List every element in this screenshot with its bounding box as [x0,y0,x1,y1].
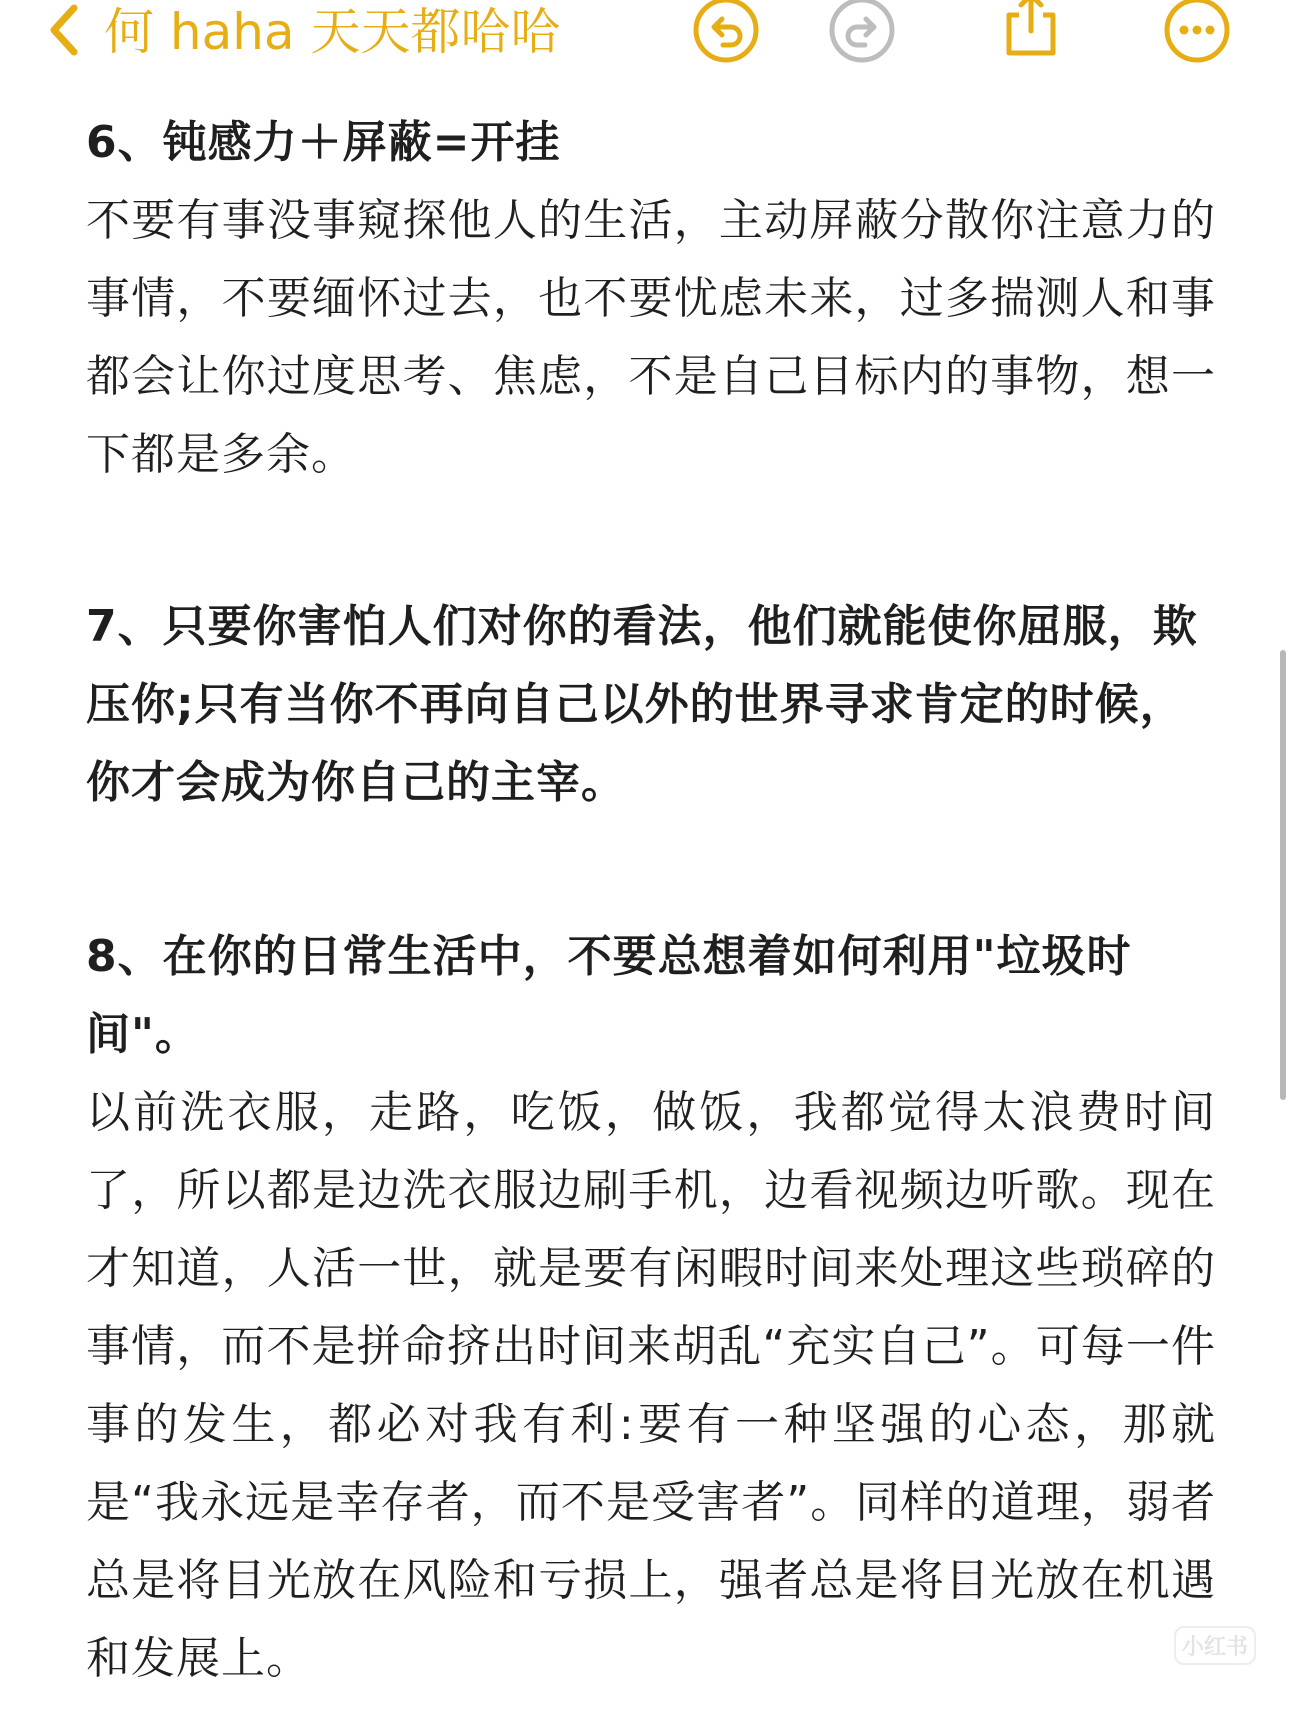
redo-icon [829,0,895,67]
chevron-left-icon [46,2,80,62]
section-6 [86,104,1216,494]
share-button[interactable] [995,0,1067,58]
section-heading: 7、只要你害怕人们对你的看法，他们就能使你屈服，欺压你;只有当你不再向自己以外的世界寻求肯定的时候，你才会成为你自己的主宰。 [86,601,1198,808]
paragraph-spacer [86,494,1216,588]
section-7 [86,588,1216,822]
redo-button[interactable] [826,0,898,64]
top-navigation-bar [0,0,1290,70]
paragraph-spacer [86,822,1216,918]
undo-icon [693,0,759,67]
more-icon [1164,0,1230,67]
section-body: 以前洗衣服，走路，吃饭，做饭，我都觉得太浪费时间了，所以都是边洗衣服边刷手机，边看视频边听歌。现在才知道，人活一世，就是要有闲暇时间来处理这些琐碎的事情，而不是拼命挤出时间来胡乱“充实自己”。可每一件事的发生，都必对我有利:要有一种坚强的心态，那就是“我永远是幸存者，而不是受害者”。同样的道理，弱者总是将目光放在风险和亏损上，强者总是将目光放在机遇和发展上。 [86,1087,1216,1684]
section-body: 不要有事没事窥探他人的生活，主动屏蔽分散你注意力的事情，不要缅怀过去，也不要忧虑未来，过多揣测人和事都会让你过度思考、焦虑，不是自己目标内的事物，想一下都是多余。 [86,195,1216,480]
watermark-logo: 小红书 [1174,1626,1256,1665]
vertical-scrollbar[interactable] [1280,650,1286,1100]
more-button[interactable] [1161,0,1233,64]
section-heading: 8、在你的日常生活中，不要总想着如何利用"垃圾时间"。 [86,931,1132,1060]
section-heading: 6、钝感力＋屏蔽=开挂 [86,117,561,168]
nav-left-group [40,0,560,64]
back-button[interactable] [40,0,86,64]
note-title[interactable]: 何 haha 天天都哈哈 [104,3,561,61]
share-icon [1001,0,1061,61]
section-8 [86,918,1216,1698]
note-content[interactable] [86,104,1216,1698]
undo-button[interactable] [690,0,762,64]
